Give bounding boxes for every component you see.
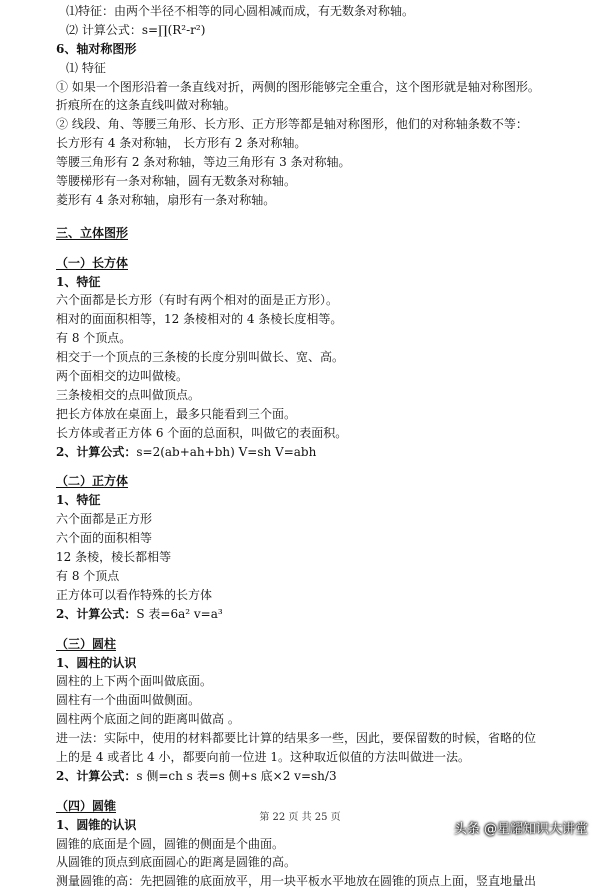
text-line: 等腰三角形有 2 条对称轴，等边三角形有 3 条对称轴。 <box>56 155 351 170</box>
text-line: 12 条棱，棱长都相等 <box>56 550 172 565</box>
text-line: 圆柱的上下两个面叫做底面。 <box>56 674 213 689</box>
text-line: 两个面相交的边叫做棱。 <box>56 369 189 384</box>
document-page <box>56 2 556 891</box>
formula-text: s=2(ab+ah+bh) V=sh V=abh <box>136 444 317 459</box>
text-line: 六个面都是正方形 <box>56 512 153 527</box>
text-line: 上的是 4 或者比 4 小，都要向前一位进 1。这种取近似值的方法叫做进一法。 <box>56 749 470 764</box>
text-line: 圆柱有一个曲面叫做侧面。 <box>56 693 201 708</box>
text-line: 有 8 个顶点 <box>56 568 120 583</box>
text-line: 六个面的面积相等 <box>56 531 153 546</box>
text-line: ⑴ 特征 <box>66 60 106 75</box>
section-heading: 6、轴对称图形 <box>56 41 137 56</box>
text-line: 长方形有 4 条对称轴， 长方形有 2 条对称轴。 <box>56 136 307 151</box>
formula-text: s 侧=ch s 表=s 侧+s 底×2 v=sh/3 <box>136 768 337 783</box>
text-line: 圆锥的底面是个圆，圆锥的侧面是个曲面。 <box>56 836 285 851</box>
text-line: 三条棱相交的点叫做顶点。 <box>56 387 201 402</box>
text-line: 把长方体放在桌面上，最多只能看到三个面。 <box>56 406 297 421</box>
formula-label: 2、计算公式： <box>56 444 137 459</box>
text-line: 进一法：实际中，使用的材料都要比计算的结果多一些，因此，要保留数的时候，省略的位 <box>56 731 537 746</box>
section-heading: 1、圆锥的认识 <box>56 817 137 832</box>
text-line: 长方体或者正方体 6 个面的总面积，叫做它的表面积。 <box>56 425 348 440</box>
text-line: ② 线段、角、等腰三角形、长方形、正方形等都是轴对称图形，他们的对称轴条数不等： <box>56 117 528 132</box>
text-line: 相对的面面积相等，12 条棱相对的 4 条棱长度相等。 <box>56 312 343 327</box>
text-line: 从圆锥的顶点到底面圆心的距离是圆锥的高。 <box>56 855 297 870</box>
text-line: 六个面都是长方形（有时有两个相对的面是正方形）。 <box>56 293 339 308</box>
section-heading: 1、圆柱的认识 <box>56 655 137 670</box>
text-line: 测量圆锥的高：先把圆锥的底面放平，用一块平板水平地放在圆锥的顶点上面，竖直地量出 <box>56 874 537 889</box>
formula-text: S 表=6a² v=a³ <box>136 606 223 621</box>
text-line: 等腰梯形有一条对称轴，圆有无数条对称轴。 <box>56 174 297 189</box>
text-line: ① 如果一个图形沿着一条直线对折，两侧的图形能够完全重合，这个图形就是轴对称图形。 <box>56 79 540 94</box>
subsection-heading: （四）圆锥 <box>56 798 117 813</box>
text-line: 菱形有 4 条对称轴，扇形有一条对称轴。 <box>56 192 276 207</box>
section-heading: 1、特征 <box>56 493 101 508</box>
text-line: 圆柱两个底面之间的距离叫做高 。 <box>56 712 240 727</box>
formula-label: 2、计算公式： <box>56 606 137 621</box>
page-footer: 第 22 页 共 25 页 <box>259 812 341 823</box>
text-line: ⑵ 计算公式：s=∏(R²-r²) <box>66 22 206 37</box>
formula-label: 2、计算公式： <box>56 768 137 783</box>
chapter-heading: 三、立体图形 <box>56 225 129 240</box>
subsection-heading: （一）长方体 <box>56 255 129 270</box>
text-line: 正方体可以看作特殊的长方体 <box>56 587 213 602</box>
text-line: ⑴特征：由两个半径不相等的同心圆相减而成，有无数条对称轴。 <box>66 4 415 18</box>
subsection-heading: （三）圆柱 <box>56 636 117 651</box>
text-line: 折痕所在的这条直线叫做对称轴。 <box>56 98 237 113</box>
text-line: 有 8 个顶点。 <box>56 331 132 346</box>
text-line: 相交于一个顶点的三条棱的长度分别叫做长、宽、高。 <box>56 350 345 365</box>
section-heading: 1、特征 <box>56 274 101 289</box>
watermark: 头条 @星耀知识大讲堂 <box>453 822 588 837</box>
subsection-heading: （二）正方体 <box>56 474 129 489</box>
